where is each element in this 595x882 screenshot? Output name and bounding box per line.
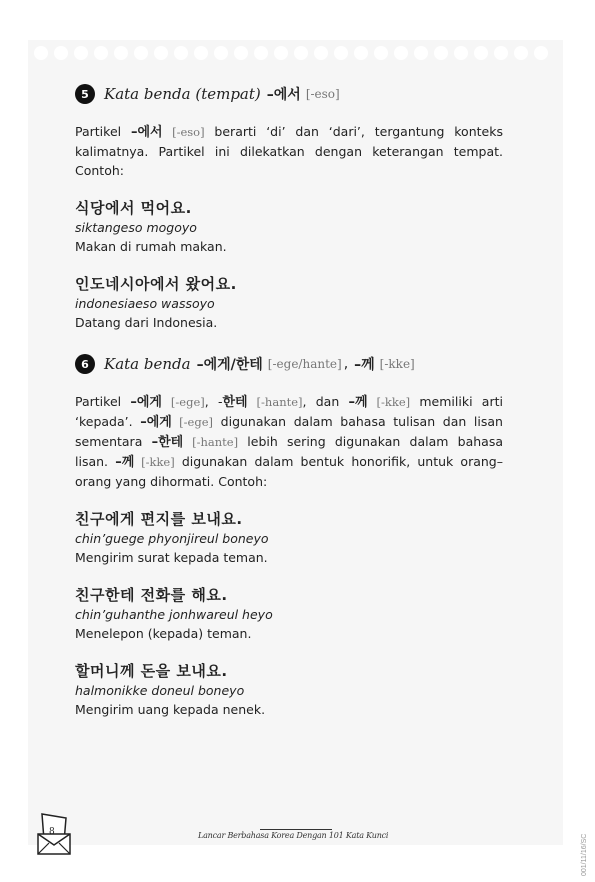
binder-hole: [274, 46, 288, 60]
example-korean: 친구에게 편지를 보내요.: [75, 510, 243, 528]
romanization: [-kke]: [134, 455, 175, 469]
section-6-examples: [75, 509, 503, 719]
example-korean: 할머니께 돈을 보내요.: [75, 662, 228, 680]
binder-hole: [434, 46, 448, 60]
binder-hole: [94, 46, 108, 60]
korean-particle: –한테: [151, 435, 184, 450]
binder-hole: [114, 46, 128, 60]
section-6-paragraph: [75, 392, 503, 491]
example-item: [75, 198, 503, 256]
example-item: [75, 585, 503, 643]
example-transliteration: halmonikke doneul boneyo: [75, 683, 245, 698]
page-content: [75, 84, 503, 719]
romanization: [-hante]: [183, 435, 239, 449]
korean-particle: 한테: [222, 395, 248, 410]
binder-hole: [294, 46, 308, 60]
binder-hole: [314, 46, 328, 60]
binder-hole: [134, 46, 148, 60]
korean-particle: –께: [348, 395, 368, 410]
romanization: [-eso]: [162, 125, 205, 139]
korean-particle: –에게: [140, 415, 172, 430]
romanization: [-ege]: [171, 415, 214, 429]
example-transliteration: indonesiaeso wassoyo: [75, 296, 215, 311]
paragraph-text: digunakan dalam bahasa tulisan dan lisan sementara: [75, 414, 503, 449]
binder-hole: [234, 46, 248, 60]
footer-rule: [260, 829, 332, 830]
example-meaning: Mengirim uang kepada nenek.: [75, 702, 266, 717]
section-6-heading: [75, 354, 503, 374]
binder-hole: [54, 46, 68, 60]
example-item: [75, 274, 503, 332]
section-title-separator: ,: [343, 356, 349, 372]
binder-hole: [374, 46, 388, 60]
section-5-paragraph: [75, 122, 503, 180]
binder-hole: [74, 46, 88, 60]
example-transliteration: chin’guege phyonjireul boneyo: [75, 531, 269, 546]
paragraph-text: digunakan dalam bentuk honorifik, untuk orang–orang yang dihormati. Contoh:: [75, 454, 503, 489]
paragraph-text: Partikel: [75, 394, 131, 409]
binder-hole: [174, 46, 188, 60]
example-korean: 인도네시아에서 왔어요.: [75, 275, 237, 293]
paragraph-text: , dan: [302, 394, 349, 409]
example-item: [75, 509, 503, 567]
romanization: [-ege]: [161, 395, 205, 409]
page-number: 8: [49, 827, 55, 837]
section-title-script: Kata benda (tempat): [104, 85, 261, 103]
example-item: [75, 661, 503, 719]
binder-hole: [494, 46, 508, 60]
korean-particle: –께: [115, 455, 135, 470]
section-number-badge: 6: [75, 354, 95, 374]
paragraph-text: memiliki arti ‘kepada’.: [75, 394, 503, 429]
section-title-korean-2: –께: [354, 357, 375, 373]
binder-hole: [414, 46, 428, 60]
binder-hole: [194, 46, 208, 60]
binder-hole: [254, 46, 268, 60]
example-korean: 친구한테 전화를 해요.: [75, 586, 228, 604]
binder-hole: [474, 46, 488, 60]
section-title-romanization: [-eso]: [305, 87, 340, 101]
example-korean: 식당에서 먹어요.: [75, 199, 192, 217]
side-print-code: 001/11/16/SC: [581, 833, 588, 876]
section-title-script: Kata benda: [104, 355, 191, 373]
example-transliteration: siktangeso mogoyo: [75, 220, 197, 235]
section-title-korean: –에게/한테: [196, 357, 263, 373]
paragraph-text: berarti ‘di’ dan ‘dari’, tergantung konteks kalimatnya. Partikel ini dilekatkan dengan keterangan tempat. Contoh:: [75, 124, 503, 178]
romanization: [-kke]: [367, 395, 411, 409]
paragraph-text: Partikel: [75, 124, 131, 139]
binder-hole: [394, 46, 408, 60]
example-meaning: Makan di rumah makan.: [75, 239, 227, 254]
binder-hole: [334, 46, 348, 60]
korean-particle: –에게: [130, 395, 162, 410]
section-title-korean: –에서: [266, 87, 301, 103]
korean-particle: –에서: [130, 125, 163, 140]
paragraph-text: , -: [204, 394, 223, 409]
romanization: [-hante]: [247, 395, 303, 409]
binder-hole: [514, 46, 528, 60]
section-number-badge: 5: [75, 84, 95, 104]
section-5-heading: [75, 84, 503, 104]
binder-hole: [154, 46, 168, 60]
section-title-romanization-2: [-kke]: [379, 357, 415, 371]
footer-book-title: Lancar Berbahasa Korea Dengan 101 Kata Kunci: [198, 831, 389, 840]
binder-hole: [214, 46, 228, 60]
binder-holes: [28, 46, 563, 62]
binder-hole: [534, 46, 548, 60]
binder-hole: [34, 46, 48, 60]
binder-hole: [454, 46, 468, 60]
binder-hole: [354, 46, 368, 60]
example-meaning: Mengirim surat kepada teman.: [75, 550, 268, 565]
paragraph-text: lebih sering digunakan dalam bahasa lisan.: [75, 434, 504, 469]
example-meaning: Datang dari Indonesia.: [75, 315, 218, 330]
example-meaning: Menelepon (kepada) teman.: [75, 626, 252, 641]
example-transliteration: chin’guhanthe jonhwareul heyo: [75, 607, 273, 622]
section-title-romanization: [-ege/hante]: [267, 357, 342, 371]
section-5-examples: [75, 198, 503, 332]
